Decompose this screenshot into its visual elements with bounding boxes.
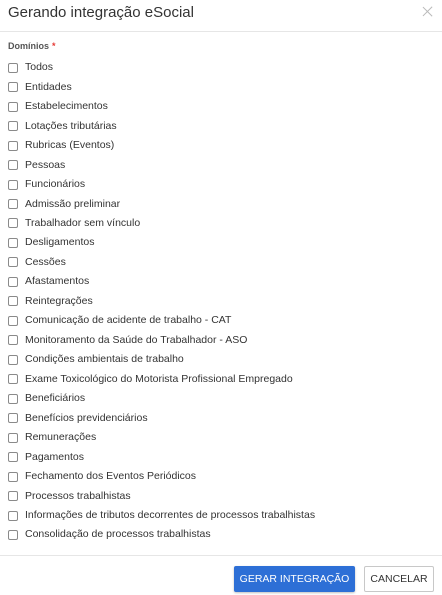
checkbox[interactable]	[8, 452, 18, 462]
domain-option[interactable]	[8, 97, 428, 116]
domain-option-label: Reintegrações	[25, 294, 93, 307]
domain-option[interactable]	[8, 214, 428, 233]
domain-option-label: Beneficiários	[25, 392, 86, 405]
generate-integration-button[interactable]: GERAR INTEGRAÇÃO	[234, 566, 355, 592]
checkbox[interactable]	[8, 491, 18, 501]
domain-option-label: Comunicação de acidente de trabalho - CAT	[25, 314, 232, 327]
checkbox[interactable]	[8, 277, 18, 287]
domain-option-label: Remunerações	[25, 431, 97, 444]
checkbox[interactable]	[8, 141, 18, 151]
domain-option[interactable]	[8, 447, 428, 466]
checkbox[interactable]	[8, 238, 18, 248]
domain-option[interactable]	[8, 155, 428, 174]
domain-option-label: Consolidação de processos trabalhistas	[25, 528, 211, 541]
domain-option-label: Afastamentos	[25, 275, 90, 288]
domain-option[interactable]	[8, 233, 428, 252]
domain-option[interactable]	[8, 467, 428, 486]
dialog-header	[0, 0, 442, 32]
checkbox[interactable]	[8, 257, 18, 267]
domain-option[interactable]	[8, 311, 428, 330]
domain-option[interactable]	[8, 77, 428, 96]
domain-option-label: Pagamentos	[25, 450, 84, 463]
checkbox[interactable]	[8, 355, 18, 365]
checkbox[interactable]	[8, 199, 18, 209]
domain-option-label: Monitoramento da Saúde do Trabalhador - ASO	[25, 333, 248, 346]
checkbox[interactable]	[8, 180, 18, 190]
domain-option-label: Pessoas	[25, 158, 66, 171]
domain-option[interactable]	[8, 58, 428, 77]
domain-option[interactable]	[8, 370, 428, 389]
domain-option[interactable]	[8, 486, 428, 505]
domain-option[interactable]	[8, 253, 428, 272]
domain-option[interactable]	[8, 350, 428, 369]
checkbox[interactable]	[8, 160, 18, 170]
checkbox[interactable]	[8, 530, 18, 540]
domain-option-label: Benefícios previdenciários	[25, 411, 148, 424]
domain-option-label: Trabalhador sem vínculo	[25, 216, 141, 229]
checkbox[interactable]	[8, 121, 18, 131]
checkbox[interactable]	[8, 63, 18, 73]
domains-checkbox-list	[8, 58, 428, 545]
domain-option-label: Rubricas (Eventos)	[25, 139, 115, 152]
domain-option[interactable]	[8, 408, 428, 427]
domain-option[interactable]	[8, 389, 428, 408]
domain-option-label: Exame Toxicológico do Motorista Profissional Empregado	[25, 372, 293, 385]
required-asterisk: *	[52, 41, 56, 51]
close-icon[interactable]	[421, 5, 435, 19]
domain-option-label: Todos	[25, 61, 54, 74]
domain-option-label: Cessões	[25, 255, 66, 268]
domain-option[interactable]	[8, 272, 428, 291]
domain-option-label: Admissão preliminar	[25, 197, 121, 210]
domain-option-label: Processos trabalhistas	[25, 489, 131, 502]
checkbox[interactable]	[8, 511, 18, 521]
checkbox[interactable]	[8, 102, 18, 112]
domain-option[interactable]	[8, 525, 428, 544]
domain-option-label: Desligamentos	[25, 236, 95, 249]
checkbox[interactable]	[8, 374, 18, 384]
domain-option[interactable]	[8, 136, 428, 155]
cancel-button[interactable]: CANCELAR	[364, 566, 434, 592]
checkbox[interactable]	[8, 413, 18, 423]
domain-option-label: Estabelecimentos	[25, 100, 108, 113]
checkbox[interactable]	[8, 433, 18, 443]
domain-option[interactable]	[8, 175, 428, 194]
domain-option-label: Condições ambientais de trabalho	[25, 353, 184, 366]
domain-option[interactable]	[8, 506, 428, 525]
dialog-title: Gerando integração eSocial	[8, 4, 194, 21]
domain-option-label: Fechamento dos Eventos Periódicos	[25, 470, 197, 483]
domains-field-label	[8, 41, 56, 52]
checkbox[interactable]	[8, 218, 18, 228]
domain-option[interactable]	[8, 292, 428, 311]
domain-option-label: Informações de tributos decorrentes de processos trabalhistas	[25, 509, 316, 522]
domain-option[interactable]	[8, 194, 428, 213]
domain-option-label: Entidades	[25, 80, 72, 93]
checkbox[interactable]	[8, 472, 18, 482]
checkbox[interactable]	[8, 335, 18, 345]
dialog-footer	[0, 555, 442, 595]
domain-option[interactable]	[8, 116, 428, 135]
domain-option[interactable]	[8, 428, 428, 447]
checkbox[interactable]	[8, 316, 18, 326]
domain-option-label: Lotações tributárias	[25, 119, 117, 132]
checkbox[interactable]	[8, 394, 18, 404]
domains-label-text: Domínios	[8, 41, 50, 51]
checkbox[interactable]	[8, 296, 18, 306]
checkbox[interactable]	[8, 82, 18, 92]
domain-option[interactable]	[8, 331, 428, 350]
domain-option-label: Funcionários	[25, 178, 86, 191]
